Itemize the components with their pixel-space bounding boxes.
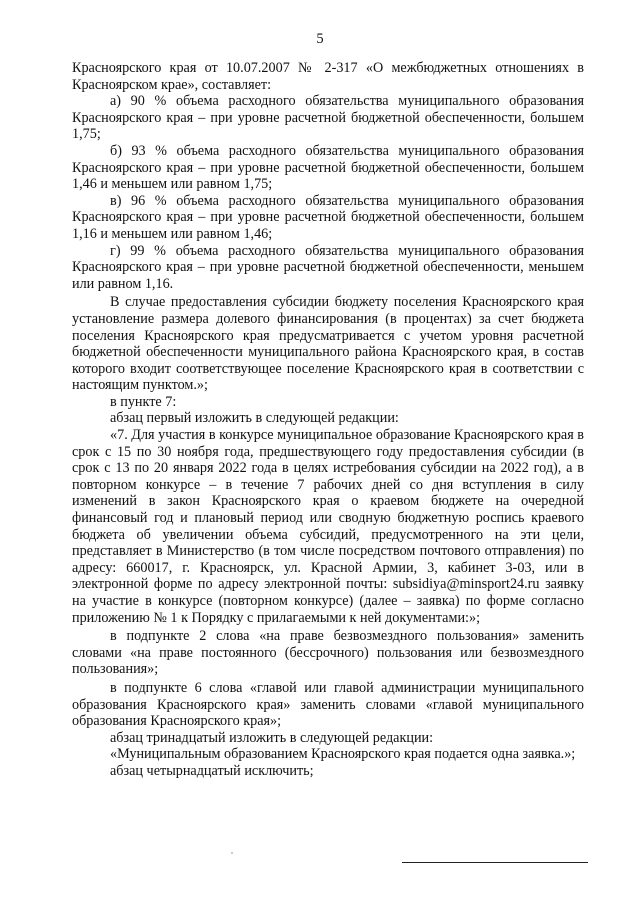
scan-dot-mark xyxy=(231,852,233,854)
paragraph-fourteenth-clause: абзац четырнадцатый исключить; xyxy=(110,762,314,779)
paragraph-point-7: в пункте 7: xyxy=(110,393,177,410)
paragraph-item-a: а) 90 % объема расходного обязательства муниципального образования Красноярского края – при уровне расчетной бюджетной обеспеченности, большем 1,75; xyxy=(72,93,584,143)
paragraph-subpoint-6: в подпункте 6 слова «главой или главой администрации муниципального образования Красноярского края» заменить словами «главой муниципального образования Красноярского края»; xyxy=(72,679,584,730)
paragraph-settlement-subsidy: В случае предоставления субсидии бюджету поселения Красноярского края установление размера долевого финансирования (в процентах) за счет бюджета поселения Красноярского края предусматривается с учетом уровня расчетной бюджетной обеспеченности муниципального района Красноярского края, в состав которого входит соответствующее поселение Красноярского края в соответствии с настоящим пунктом.»; xyxy=(72,294,584,394)
paragraph-item-g: г) 99 % объема расходного обязательства муниципального образования Красноярского края – при уровне расчетной бюджетной обеспеченности, меньшем или равном 1,16. xyxy=(72,242,584,292)
paragraph-first-clause: абзац первый изложить в следующей редакции: xyxy=(110,410,399,427)
paragraph-law-reference: Красноярского края от 10.07.2007 № 2-317 «О межбюджетных отношениях в Красноярском крае», составляет: xyxy=(72,60,584,93)
paragraph-item-v: в) 96 % объема расходного обязательства муниципального образования Красноярского края – при уровне расчетной бюджетной обеспеченности, большем 1,16 и меньшем или равном 1,46; xyxy=(72,192,584,242)
page-number: 5 xyxy=(316,31,324,47)
paragraph-subpoint-2: в подпункте 2 слова «на праве безвозмездного пользования» заменить словами «на праве постоянного (бессрочного) пользования или безвозмездного пользования»; xyxy=(72,628,584,678)
paragraph-thirteenth-clause: абзац тринадцатый изложить в следующей редакции: xyxy=(110,729,434,746)
paragraph-one-application: «Муниципальным образованием Красноярского края подается одна заявка.»; xyxy=(110,746,576,763)
document-body xyxy=(72,60,584,780)
footer-divider-line xyxy=(402,862,588,863)
paragraph-contest-application: «7. Для участия в конкурсе муниципальное образование Красноярского края в срок с 15 по 30 ноября года, предшествующего году предоставления субсидии (в срок с 13 по 20 января 2022 года в целях истребования субсидии на 2022 год), а в повторном конкурсе – в течение 7 рабочих дней со дня вступления в силу изменений в закон Красноярского края о краевом бюджете на очередной финансовый год и плановый период или сводную бюджетную роспись краевого бюджета об увеличении объема субсидий, предусмотренного на эти цели, представляет в Министерство (в том числе посредством почтового отправления) по адресу: 660017, г. Красноярск, ул. Красной Армии, 3, кабинет 3-03, или в электронной форме по адресу электронной почты: subsidiya@minsport24.ru заявку на участие в конкурсе (повторном конкурсе) (далее – заявка) по форме согласно приложению № 1 к Порядку с прилагаемыми к ней документами:»; xyxy=(72,427,584,626)
paragraph-item-b: б) 93 % объема расходного обязательства муниципального образования Красноярского края – при уровне расчетной бюджетной обеспеченности, большем 1,46 и меньшем или равном 1,75; xyxy=(72,142,584,193)
